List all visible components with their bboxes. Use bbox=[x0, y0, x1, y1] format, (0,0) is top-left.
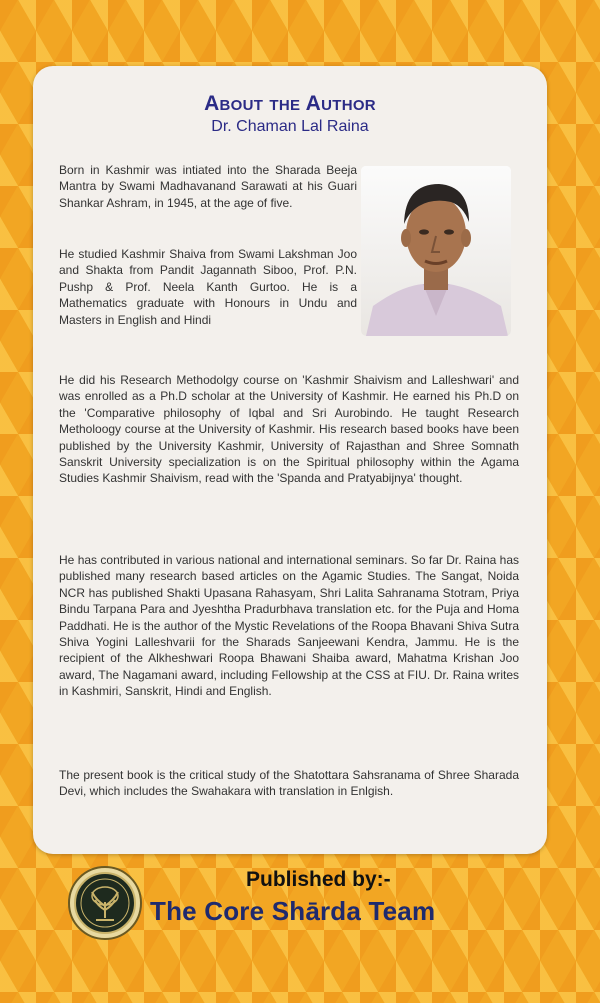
publisher-name: The Core Shārda Team bbox=[150, 896, 436, 926]
section-title: About the Author bbox=[204, 92, 376, 115]
author-photo bbox=[361, 166, 511, 336]
about-author-card bbox=[33, 66, 547, 854]
bio-paragraph-1: Born in Kashmir was intiated into the Sharada Beeja Mantra by Swami Madhavanand Sarawati at his Guari Shankar Ashram, in 1945, at the age of five. bbox=[59, 163, 357, 210]
bio-paragraph-3: He did his Research Methodolgy course on 'Kashmir Shaivism and Lalleshwari' and was enrolled as a Ph.D scholar at the University of Kashmir. He earned his Ph.D on the 'Comparative philosophy of Iqbal and Sri Aurobindo. He taught Research Metholoogy course at the University of Kashmir. His research based books have been published by the University Kashmir, University of Rajasthan and Shree Somnath Sanskrit University specialization is on the Spiritual philosophy within the Agama Studies Kashmir Shaivism, read with the 'Spanda and Pratyabijnya' thought. bbox=[59, 373, 519, 486]
bio-paragraph-4: He has contributed in various national and international seminars. So far Dr. Raina has published many research based articles on the Agamic Studies. The Sangat, Noida NCR has published Shakti Upasana Rahasyam, Shri Lalita Sahranama Stotram, Priya Bindu Tarpana Para and Jyeshtha Pradurbhava translation etc. for the Puja and Homa Paddhati. He is the author of the Mystic Revelations of the Roopa Bhavani Shiva Sutra Shiva Yogini Lalleshvarii for the Sharads Sanjeewani Kendra, Jammu. He is the recipient of the Alkheshwari Roopa Bhawani Shaiba award, Mahatma Krishan Joo award, The Nagamani award, including Fellowship at the CSS at FIU. Dr. Raina writes in Kashmiri, Sanskrit, Hindi and English. bbox=[59, 553, 519, 699]
published-by-label: Published by:- bbox=[246, 868, 391, 891]
bio-paragraph-5: The present book is the critical study of the Shatottara Sahsranama of Shree Sharada Devi, which includes the Swahakara with translation in Enlgish. bbox=[59, 768, 519, 799]
author-name: Dr. Chaman Lal Raina bbox=[211, 118, 369, 135]
publisher-seal-icon bbox=[68, 866, 142, 940]
bio-paragraph-2: He studied Kashmir Shaiva from Swami Lakshman Joo and Shakta from Pandit Jagannath Siboo, Prof. P.N. Pushp & Prof. Neela Kanth Gurtoo. He is a Mathematics graduate with Honours in Undu and Masters in English and Hindi bbox=[59, 247, 357, 327]
